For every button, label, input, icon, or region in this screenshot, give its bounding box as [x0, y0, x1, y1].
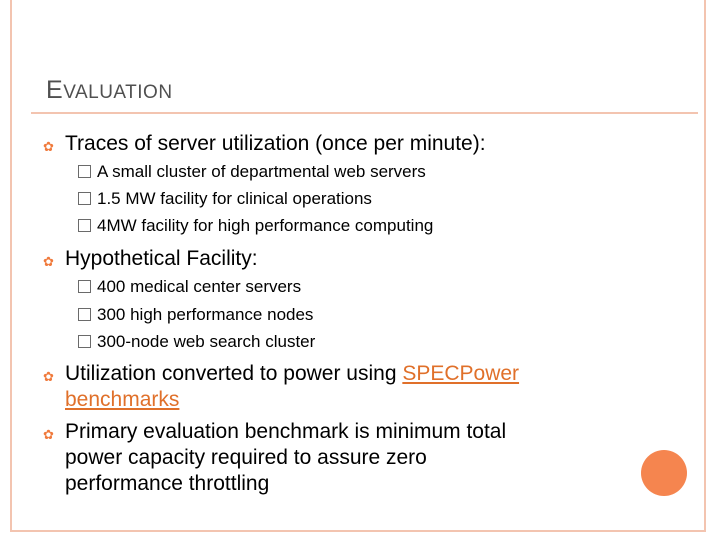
bullet-primary-line1: Primary evaluation benchmark is minimum total — [65, 420, 507, 443]
fleuron-bullet-icon: ✿ — [43, 369, 54, 384]
sub-bullet: 300-node web search cluster — [78, 331, 315, 353]
benchmarks-link[interactable]: benchmarks — [65, 388, 180, 411]
bullet-hypothetical: Hypothetical Facility: — [65, 247, 258, 270]
fleuron-bullet-icon: ✿ — [43, 139, 54, 154]
fleuron-bullet-icon: ✿ — [43, 427, 54, 442]
checkbox-icon — [78, 219, 91, 232]
title-divider — [31, 112, 698, 114]
sub-bullet: A small cluster of departmental web servers — [78, 161, 426, 183]
checkbox-icon — [78, 280, 91, 293]
sub-bullet: 300 high performance nodes — [78, 304, 313, 326]
sub-bullet: 4MW facility for high performance computing — [78, 215, 433, 237]
bullet-utilization: Utilization converted to power using SPECPower — [65, 362, 520, 385]
slide-title: EVALUATION — [46, 76, 173, 104]
bullet-primary-line2: power capacity required to assure zero — [65, 446, 427, 469]
bullet-primary-line3: performance throttling — [65, 472, 270, 495]
checkbox-icon — [78, 308, 91, 321]
sub-bullet: 1.5 MW facility for clinical operations — [78, 188, 372, 210]
decorative-circle — [641, 450, 687, 496]
checkbox-icon — [78, 165, 91, 178]
sub-bullet: 400 medical center servers — [78, 276, 301, 298]
checkbox-icon — [78, 192, 91, 205]
checkbox-icon — [78, 335, 91, 348]
bullet-utilization-line2 — [65, 387, 179, 413]
bullet-traces: Traces of server utilization (once per minute): — [65, 132, 486, 155]
fleuron-bullet-icon: ✿ — [43, 254, 54, 269]
specpower-link[interactable]: SPECPower — [402, 362, 520, 385]
